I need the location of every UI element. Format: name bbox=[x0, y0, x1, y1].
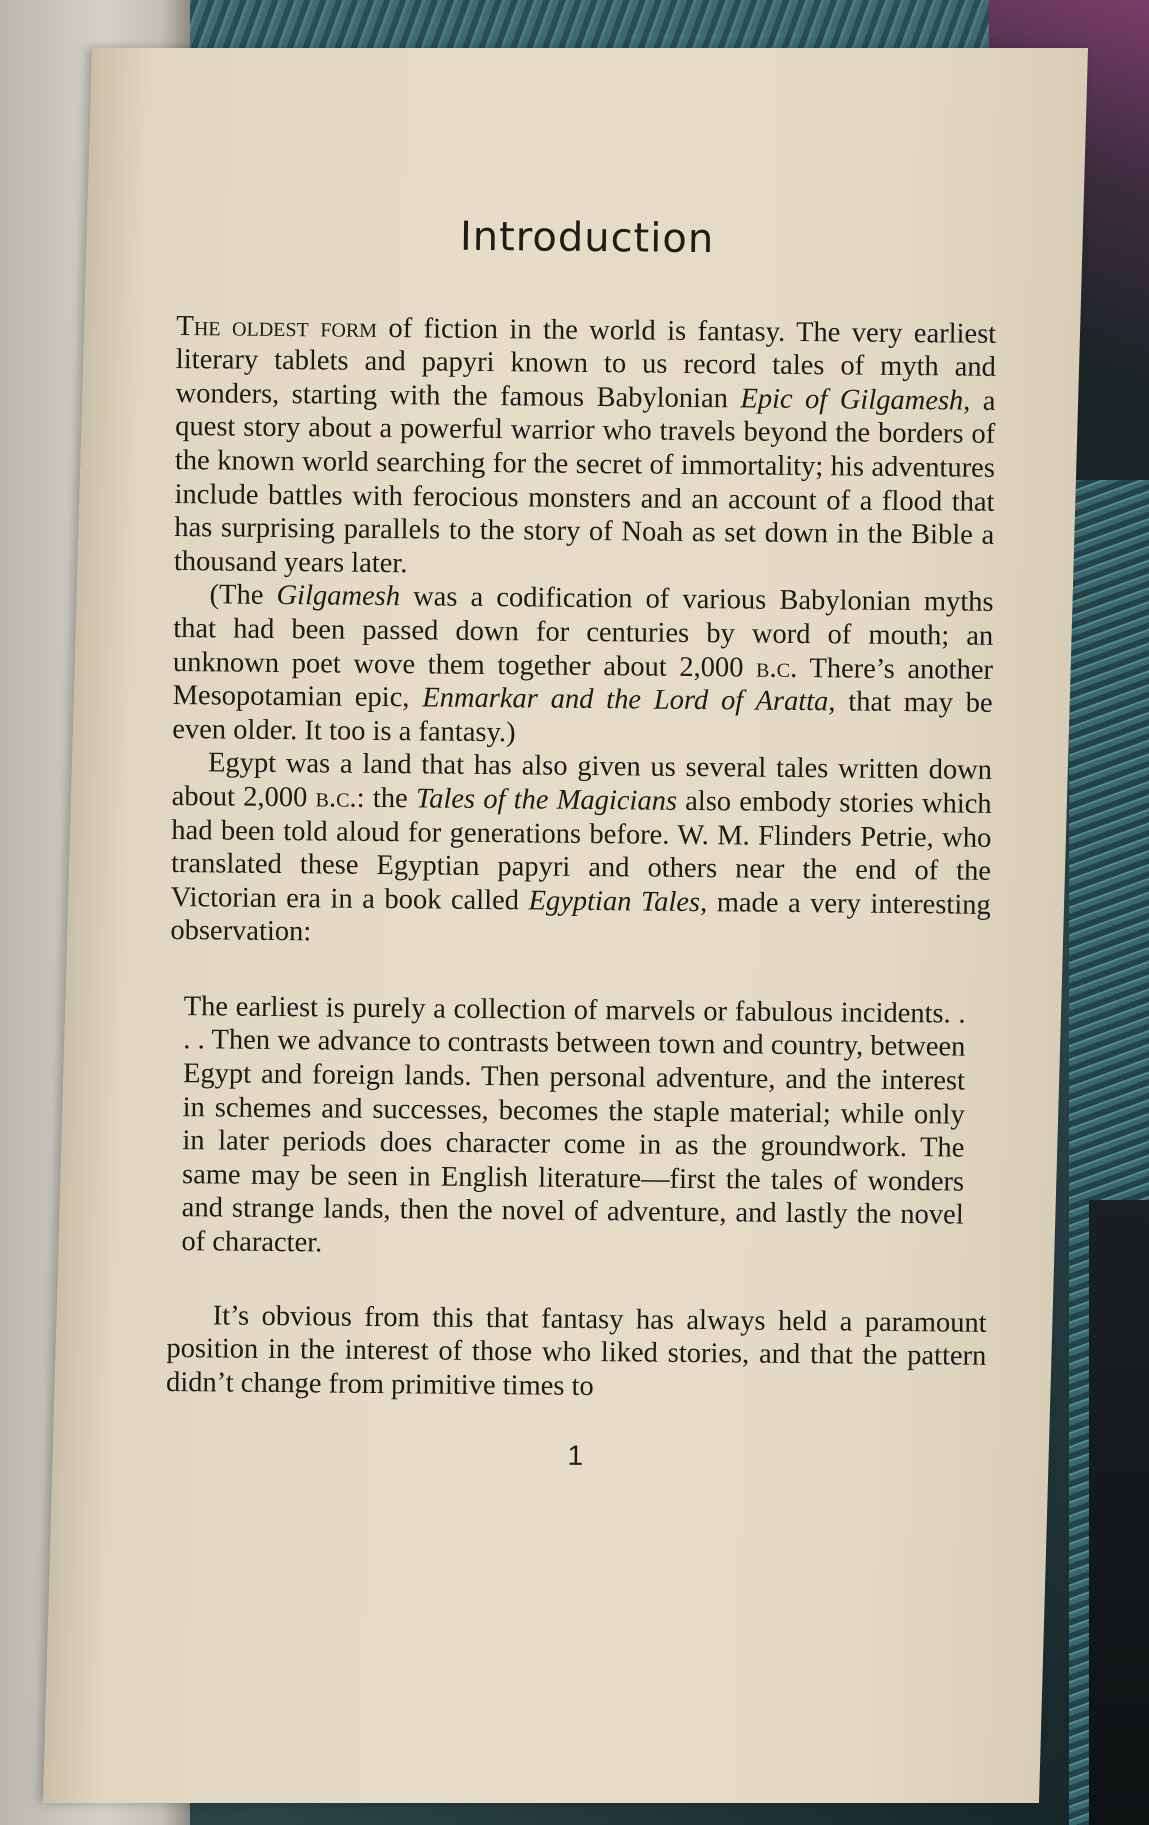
block-quote: The earliest is purely a collection of marvels or fabulous incidents. . . . Then we advance to contrasts between town and country, between Egypt and foreign lands. Then personal adventure, and the interest in schemes and successes, becomes the staple material; while only in later periods does character come in as the groundwork. The same may be seen in English literature—first the tales of wonders and strange lands, then the novel of adventure, and lastly the novel of character. bbox=[181, 990, 966, 1259]
paragraph-text: Egypt was a land that has also given us several tales written down about 2,000 bbox=[171, 747, 993, 814]
paragraph-2 bbox=[172, 578, 994, 754]
era-abbreviation: b.c. bbox=[315, 781, 357, 814]
paragraph-4: It’s obvious from this that fantasy has always held a paramount position in the interest of those who liked stories, and that the pattern didn’t change from primitive times to bbox=[165, 1300, 987, 1402]
italic-title: Epic of Gilgamesh, bbox=[740, 383, 971, 417]
italic-title: Enmarkar and the Lord of Aratta, bbox=[422, 682, 836, 718]
italic-title: Egyptian Tales, bbox=[528, 885, 708, 918]
paragraph-text: a quest story about a powerful warrior who travels beyond the borders of the known world searching for the secret of immortality; his adventures include battles with ferocious monsters and an account of a flood that has surprising parallels to the story of Noah as set down in the Bible a thousand years later. bbox=[173, 385, 996, 579]
paragraph-text: made a very interesting observation: bbox=[170, 886, 991, 948]
paragraph-1 bbox=[174, 310, 997, 587]
era-abbreviation: b.c. bbox=[755, 651, 798, 684]
paragraph-text: : the bbox=[356, 782, 417, 815]
lead-in-small-caps: The oldest form bbox=[176, 309, 378, 344]
chapter-heading: Introduction bbox=[459, 213, 715, 263]
paragraph-text: of fiction in the world is fantasy. The very earliest literary tablets and papyri known to us record tales of myth and wonders, starting with the famous Babylonian bbox=[175, 312, 997, 415]
paragraph-text: There’s another Mesopotamian epic, bbox=[172, 652, 994, 714]
paragraph-text: (The bbox=[209, 579, 277, 612]
page-number: 1 bbox=[567, 1440, 584, 1472]
paragraph-text: was a codification of various Babylonian myths that had been passed down for centuries by word of mouth; an unknown poet wove them together about 2,000 bbox=[172, 581, 994, 684]
italic-title: Gilgamesh bbox=[276, 580, 401, 613]
book-page bbox=[43, 48, 1088, 1803]
background-shadow bbox=[1089, 1200, 1149, 1825]
paragraph-3 bbox=[170, 746, 992, 955]
italic-title: Tales of the Magicians bbox=[415, 783, 678, 817]
paragraph-text: that may be even older. It too is a fantasy.) bbox=[172, 686, 993, 748]
page-text-block bbox=[165, 213, 997, 1477]
paragraph-text: also embody stories which had been told aloud for generations before. W. M. Flinders Petrie, who translated these Egyptian papyri and others near the end of the Victorian era in a book called bbox=[170, 785, 992, 917]
